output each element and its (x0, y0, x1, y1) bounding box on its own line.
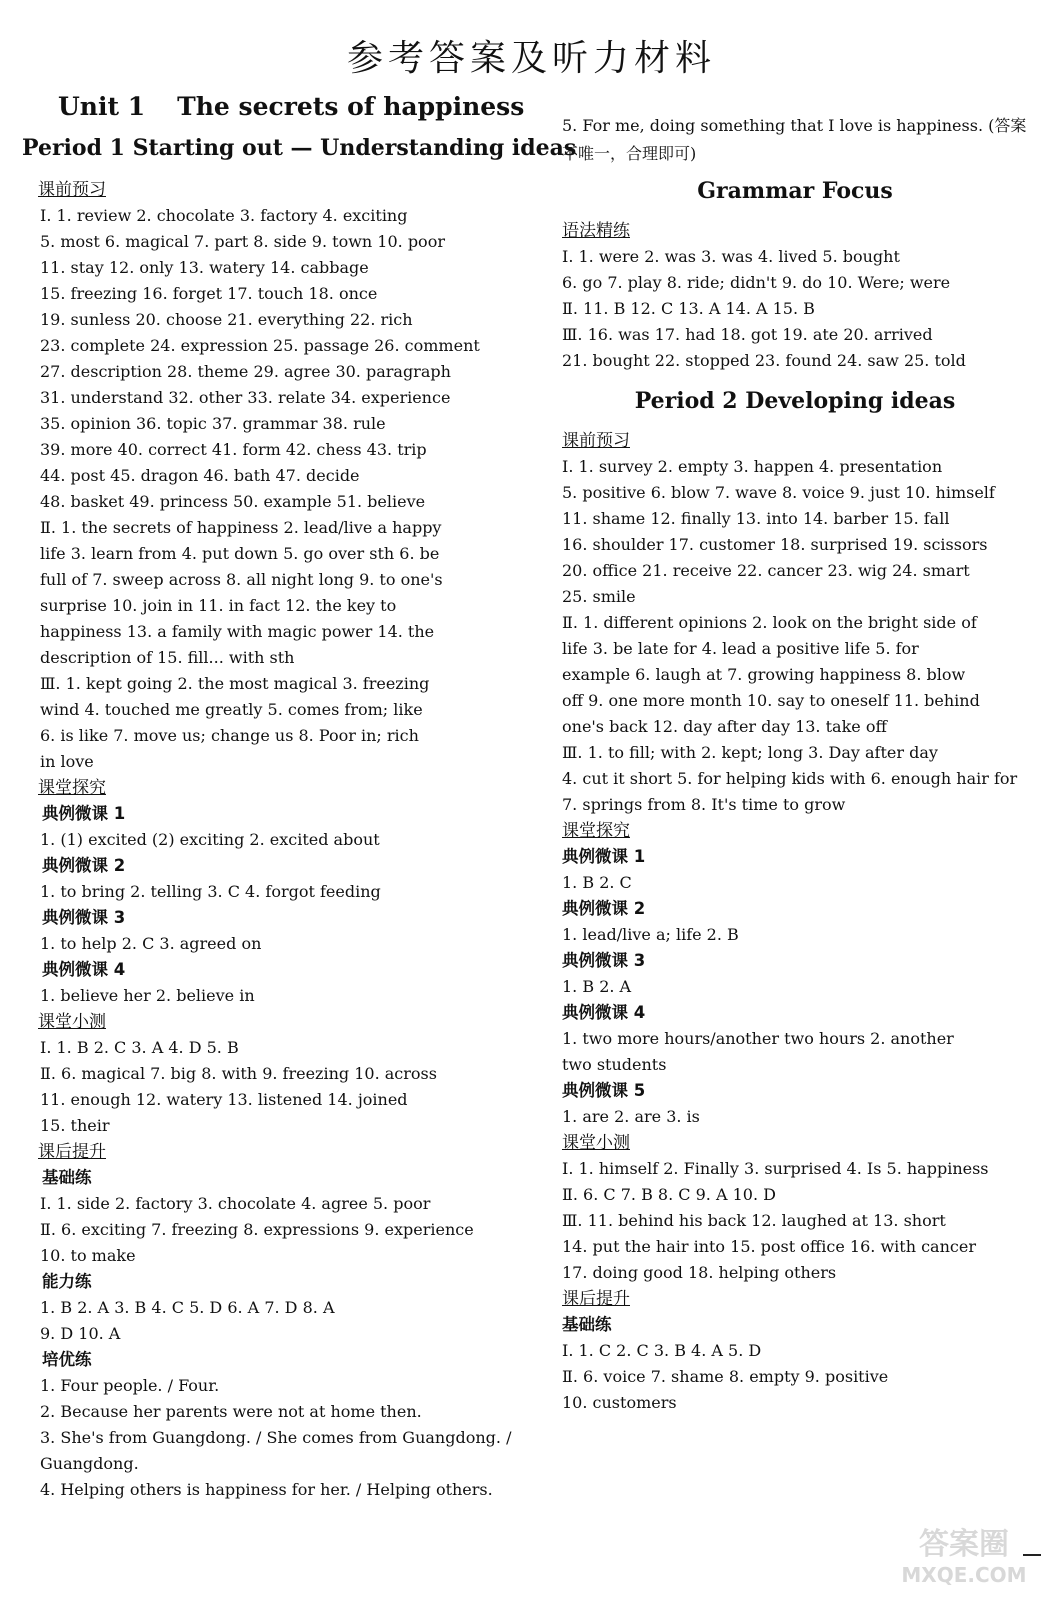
answer-line: 1. B 2. A (562, 977, 632, 996)
subsection-heading: 典例微课 2 (42, 856, 126, 875)
answer-line: 2. Because her parents were not at home then. (40, 1402, 422, 1421)
answer-line: 1. (1) excited (2) exciting 2. excited about (40, 830, 380, 849)
answer-line: off 9. one more month 10. say to oneself 11. behind (562, 691, 980, 710)
period-2-title: Period 2 Developing ideas (634, 388, 956, 414)
section-heading: 课堂小测 (562, 1133, 630, 1153)
answer-line: 20. office 21. receive 22. cancer 23. wig 24. smart (562, 561, 970, 580)
answer-line: 10. customers (562, 1393, 677, 1412)
answer-line: 1. are 2. are 3. is (562, 1107, 700, 1126)
answer-line: example 6. laugh at 7. growing happiness 8. blow (562, 665, 966, 684)
answer-line: 48. basket 49. princess 50. example 51. believe (40, 492, 426, 511)
subsection-heading: 基础练 (562, 1315, 612, 1334)
section-heading: 课堂小测 (38, 1012, 106, 1032)
answer-line: 27. description 28. theme 29. agree 30. paragraph (40, 362, 451, 381)
section-heading: 语法精练 (562, 221, 630, 241)
answer-line: full of 7. sweep across 8. all night long 9. to one's (40, 570, 443, 589)
answer-line: 4. cut it short 5. for helping kids with 6. enough hair for (562, 769, 1018, 788)
answer-line: life 3. be late for 4. lead a positive life 5. for (562, 639, 919, 658)
answer-line: 3. She's from Guangdong. / She comes from Guangdong. / (40, 1428, 512, 1447)
answer-line: surprise 10. join in 11. in fact 12. the key to (40, 596, 397, 615)
answer-line: 5. most 6. magical 7. part 8. side 9. town 10. poor (40, 232, 445, 251)
answer-line: 23. complete 24. expression 25. passage 26. comment (40, 336, 480, 355)
answer-line: Ⅰ. 1. C 2. C 3. B 4. A 5. D (562, 1341, 762, 1360)
watermark-logo (879, 1520, 1049, 1590)
unit-name: The secrets of happiness (177, 92, 525, 121)
answer-line: Ⅰ. 1. B 2. C 3. A 4. D 5. B (40, 1038, 239, 1057)
watermark-logo-text: 答案圈 (919, 1527, 1009, 1562)
subsection-heading: 典例微课 4 (42, 960, 126, 979)
answer-line: 1. Four people. / Four. (40, 1376, 220, 1395)
answer-line: 1. to help 2. C 3. agreed on (40, 934, 262, 953)
answer-line: Ⅲ. 1. kept going 2. the most magical 3. freezing (40, 674, 430, 693)
unit-number: Unit 1 (58, 92, 146, 121)
left-column (22, 92, 577, 1503)
answer-line: 9. D 10. A (40, 1324, 121, 1343)
answer-line: 1. B 2. C (562, 873, 632, 892)
subsection-heading: 典例微课 2 (562, 899, 646, 918)
answer-line: wind 4. touched me greatly 5. comes from; like (40, 700, 423, 719)
answer-line: Guangdong. (40, 1454, 139, 1473)
answer-line: 1. believe her 2. believe in (40, 986, 255, 1005)
unit-title (58, 92, 525, 121)
subsection-heading: 典例微课 1 (42, 804, 126, 823)
answer-line: 11. stay 12. only 13. watery 14. cabbage (40, 258, 369, 277)
answer-line: 6. go 7. play 8. ride; didn't 9. do 10. Were; were (562, 273, 951, 292)
subsection-heading: 典例微课 1 (562, 847, 646, 866)
answer-line: 7. springs from 8. It's time to grow (562, 795, 846, 814)
watermark-domain: MXQE.COM (901, 1563, 1027, 1587)
answer-line: one's back 12. day after day 13. take off (562, 717, 887, 736)
section-heading: 课前预习 (562, 431, 630, 451)
answer-line: 25. smile (562, 587, 636, 606)
answer-line: 1. lead/live a; life 2. B (562, 925, 739, 944)
answer-line: 1. B 2. A 3. B 4. C 5. D 6. A 7. D 8. A (40, 1298, 335, 1317)
answer-line: Ⅲ. 11. behind his back 12. laughed at 13. short (562, 1211, 946, 1230)
answer-line: in love (40, 752, 94, 771)
answer-line: 31. understand 32. other 33. relate 34. experience (40, 388, 451, 407)
answer-line: 10. to make (40, 1246, 136, 1265)
answer-line: Ⅰ. 1. side 2. factory 3. chocolate 4. agree 5. poor (40, 1194, 431, 1213)
answer-line: 15. their (40, 1116, 110, 1135)
section-heading: 课堂探究 (562, 821, 630, 841)
section-heading: 课堂探究 (38, 778, 106, 798)
answer-line: 35. opinion 36. topic 37. grammar 38. rule (40, 414, 386, 433)
answer-line: Ⅲ. 16. was 17. had 18. got 19. ate 20. arrived (562, 325, 933, 344)
answer-line: Ⅰ. 1. were 2. was 3. was 4. lived 5. bought (562, 247, 900, 266)
left-answer-list (22, 177, 512, 1503)
answer-line: 15. freezing 16. forget 17. touch 18. once (40, 284, 378, 303)
answer-line: Ⅰ. 1. survey 2. empty 3. happen 4. presentation (562, 457, 943, 476)
answer-line: 16. shoulder 17. customer 18. surprised 19. scissors (562, 535, 988, 554)
answer-line: Ⅰ. 1. himself 2. Finally 3. surprised 4. Is 5. happiness (562, 1159, 989, 1178)
answer-line: Ⅰ. 1. review 2. chocolate 3. factory 4. exciting (40, 206, 408, 225)
subsection-heading: 基础练 (42, 1168, 92, 1187)
subsection-heading: 培优练 (42, 1350, 92, 1369)
answer-line: 39. more 40. correct 41. form 42. chess 43. trip (40, 440, 427, 459)
period-2-answer-list (560, 428, 1030, 1416)
answer-line: Ⅱ. 1. different opinions 2. look on the bright side of (562, 613, 977, 632)
answer-line: two students (562, 1055, 667, 1074)
answer-line: 11. shame 12. finally 13. into 14. barber 15. fall (562, 509, 950, 528)
answer-line: 11. enough 12. watery 13. listened 14. joined (40, 1090, 408, 1109)
answer-line: 14. put the hair into 15. post office 16. with cancer (562, 1237, 976, 1256)
right-column (560, 112, 1030, 1416)
answer-line: 44. post 45. dragon 46. bath 47. decide (40, 466, 360, 485)
answer-line: 21. bought 22. stopped 23. found 24. saw 25. told (562, 351, 966, 370)
section-heading: 课后提升 (38, 1142, 106, 1162)
answer-line: 17. doing good 18. helping others (562, 1263, 837, 1282)
answer-line: Ⅲ. 1. to fill; with 2. kept; long 3. Day after day (562, 743, 938, 762)
answer-line: Ⅱ. 6. magical 7. big 8. with 9. freezing 10. across (40, 1064, 437, 1083)
answer-line: happiness 13. a family with magic power 14. the (40, 622, 435, 641)
answer-line: 1. to bring 2. telling 3. C 4. forgot feeding (40, 882, 381, 901)
answer-line: 1. two more hours/another two hours 2. another (562, 1029, 954, 1048)
page-title: 参考答案及听力材料 (346, 38, 716, 79)
answer-line: Ⅱ. 6. exciting 7. freezing 8. expressions 9. experience (40, 1220, 474, 1239)
subsection-heading: 能力练 (42, 1272, 92, 1291)
answer-line: 5. For me, doing something that I love is happiness. (答案不唯一，合理即可) (562, 116, 1027, 163)
section-heading: 课前预习 (38, 180, 106, 200)
grammar-answer-list (560, 218, 1030, 374)
answer-line: life 3. learn from 4. put down 5. go over sth 6. be (40, 544, 440, 563)
answer-line: Ⅱ. 1. the secrets of happiness 2. lead/live a happy (40, 518, 442, 537)
period-1-title: Period 1 Starting out — Understanding ideas (22, 135, 577, 161)
answer-line: Ⅱ. 6. voice 7. shame 8. empty 9. positive (562, 1367, 889, 1386)
answer-line: 4. Helping others is happiness for her. / Helping others. (40, 1480, 493, 1499)
subsection-heading: 典例微课 5 (562, 1081, 646, 1100)
answer-line: 6. is like 7. move us; change us 8. Poor in; rich (40, 726, 419, 745)
grammar-focus-title: Grammar Focus (697, 178, 893, 204)
answer-line: Ⅱ. 11. B 12. C 13. A 14. A 15. B (562, 299, 815, 318)
subsection-heading: 典例微课 4 (562, 1003, 646, 1022)
answer-line: description of 15. fill... with sth (40, 648, 295, 667)
subsection-heading: 典例微课 3 (42, 908, 126, 927)
answer-line: Ⅱ. 6. C 7. B 8. C 9. A 10. D (562, 1185, 776, 1204)
answer-line: 5. positive 6. blow 7. wave 8. voice 9. just 10. himself (562, 483, 995, 502)
answer-line: 19. sunless 20. choose 21. everything 22. rich (40, 310, 413, 329)
subsection-heading: 典例微课 3 (562, 951, 646, 970)
section-heading: 课后提升 (562, 1289, 630, 1309)
